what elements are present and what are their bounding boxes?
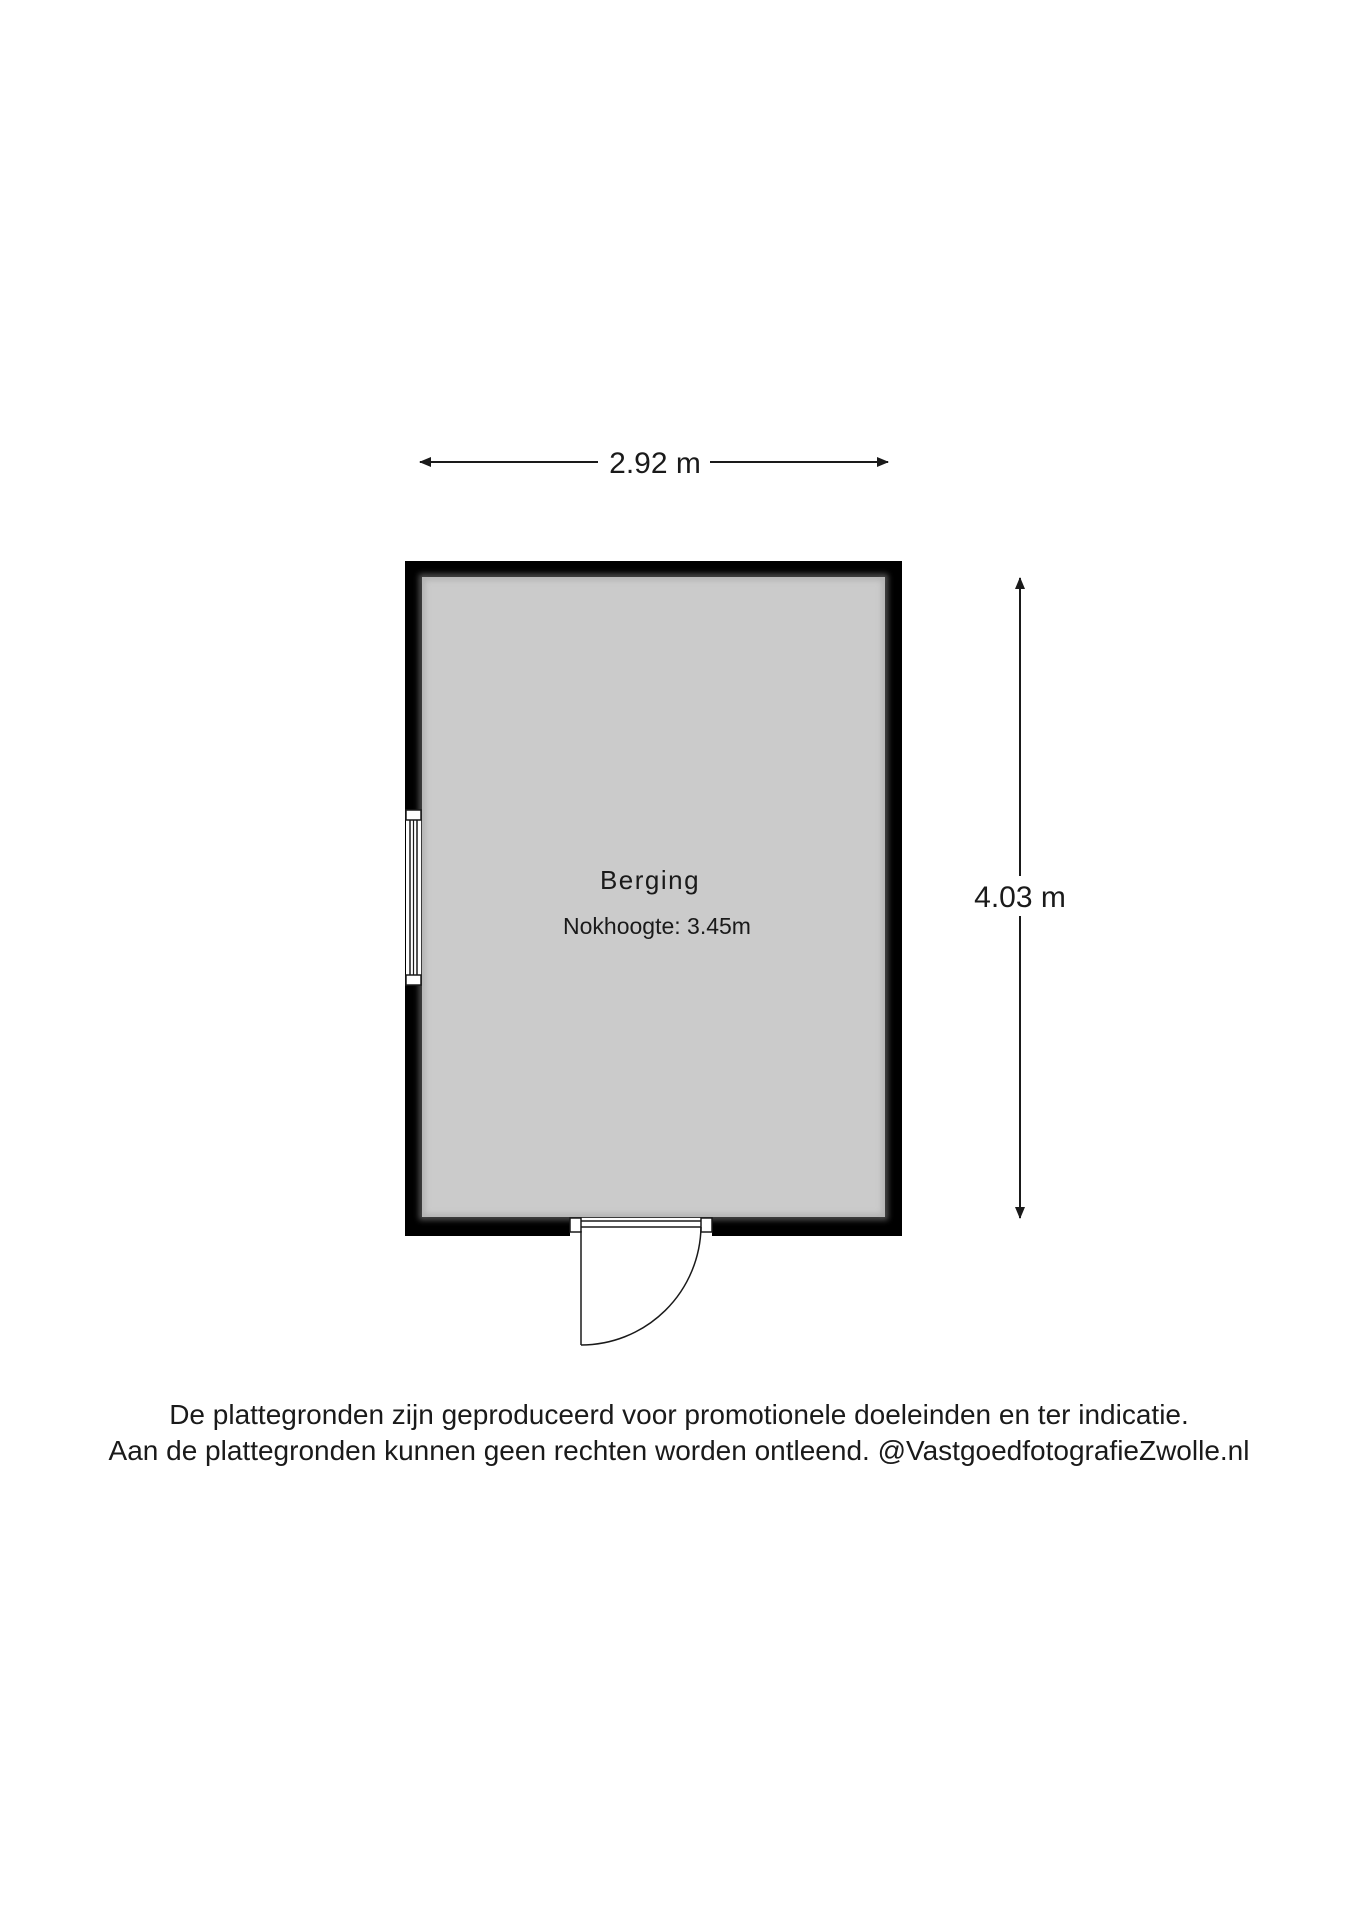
door-swing-arc xyxy=(581,1227,701,1345)
door-bottom xyxy=(570,1218,712,1345)
window-left xyxy=(406,810,421,985)
window-jamb-bottom xyxy=(406,975,421,985)
door-jamb-left xyxy=(570,1218,581,1232)
window-jamb-top xyxy=(406,810,421,820)
disclaimer-line-2: Aan de plattegronden kunnen geen rechten worden ontleend. @VastgoedfotografieZwolle.nl xyxy=(108,1435,1250,1466)
height-label: 4.03 m xyxy=(974,881,1066,914)
room-name: Berging xyxy=(599,865,701,895)
width-dimension xyxy=(420,447,888,480)
ridge-height: Nokhoogte: 3.45m xyxy=(563,913,751,939)
door-jamb-right xyxy=(701,1218,712,1232)
height-dimension xyxy=(974,578,1066,1218)
room-floor xyxy=(422,577,885,1217)
disclaimer-line-1: De plattegronden zijn geproduceerd voor promotionele doeleinden en ter indicatie. xyxy=(169,1399,1189,1430)
room-berging xyxy=(405,561,902,1345)
disclaimer xyxy=(0,1397,1358,1469)
width-label: 2.92 m xyxy=(609,447,701,480)
